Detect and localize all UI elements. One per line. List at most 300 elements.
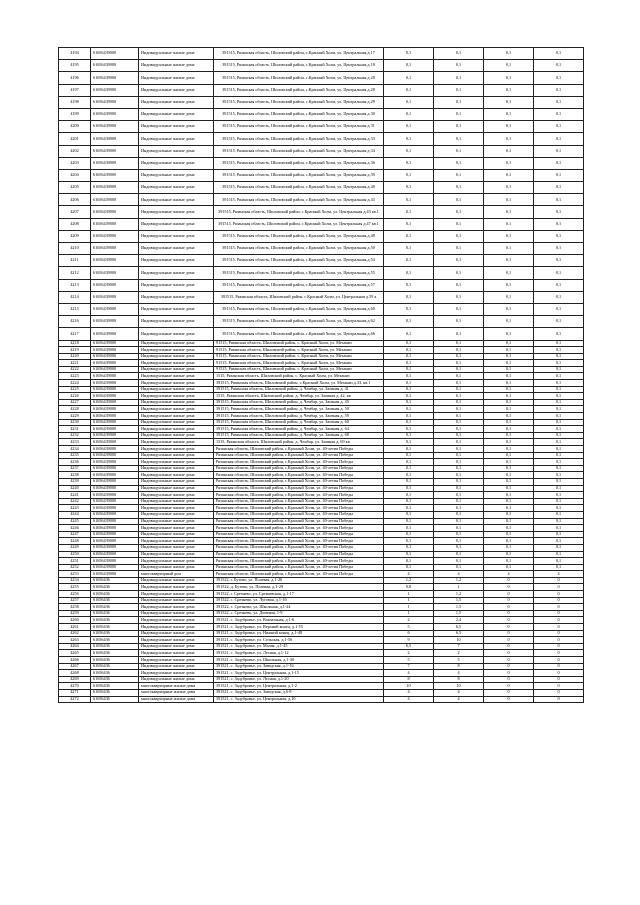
value-1-cell: 0,1 [384,96,434,108]
table-row [59,353,584,360]
value-2-cell: 0,1 [434,518,484,525]
table-row [59,340,584,347]
table-row [59,446,584,453]
building-type-cell: Индивидуальные жилые дома [139,485,214,492]
row-number-cell: 4264 [59,643,91,650]
building-type-cell: Индивидуальные жилые дома [139,84,214,96]
value-3-cell: 0 [484,670,534,677]
table-row [59,373,584,380]
row-number-cell: 4214 [59,291,91,303]
table-row [59,243,584,255]
value-4-cell: 0,1 [534,60,584,72]
oktmo-code-cell: 61656439000 [91,525,139,532]
value-3-cell: 0,1 [484,121,534,133]
value-4-cell: 0,1 [534,413,584,420]
table-row [59,432,584,439]
value-3-cell: 0,1 [484,206,534,218]
value-4-cell: 0 [534,683,584,690]
row-number-cell: 4252 [59,564,91,571]
oktmo-code-cell: 61656436 [91,683,139,690]
value-4-cell: 0,1 [534,96,584,108]
address-cell: Рязанская область, Шиловский район, с.Красный Холм, ул. 40-летия Победы [214,564,384,571]
value-3-cell: 0 [484,624,534,631]
building-type-cell: Индивидуальные жилые дома [139,133,214,145]
value-4-cell: 0,1 [534,406,584,413]
row-number-cell: 4220 [59,353,91,360]
row-number-cell: 4270 [59,683,91,690]
address-cell: 1515, Рязанская область, Шиловский район, д. Чембар, ул. Заовная д. 42, кв [214,393,384,400]
value-2-cell: 0,1 [434,380,484,387]
building-type-cell: Индивидуальные жилые дома [139,279,214,291]
address-cell: Рязанская область, Шиловский район, с.Красный Холм, ул. 40-летия Победы [214,518,384,525]
table-row [59,366,584,373]
address-cell: 391521, с. Задубровье, ул. Сельская, д.1-56 [214,637,384,644]
value-2-cell: 0,1 [434,182,484,194]
value-2-cell: 0,1 [434,459,484,466]
value-4-cell: 0,1 [534,478,584,485]
row-number-cell: 4269 [59,676,91,683]
row-number-cell: 4203 [59,157,91,169]
row-number-cell: 4245 [59,518,91,525]
row-number-cell: 4254 [59,577,91,584]
row-number-cell: 4223 [59,373,91,380]
building-type-cell: Индивидуальные жилые дома [139,472,214,479]
value-1-cell: 0,1 [384,478,434,485]
building-type-cell: Индивидуальные жилые дома [139,617,214,624]
value-1-cell: 0,1 [384,291,434,303]
value-1-cell: 0,1 [384,465,434,472]
value-4-cell: 0,1 [534,498,584,505]
value-4-cell: 0,1 [534,472,584,479]
value-1-cell: 0,1 [384,459,434,466]
value-2-cell: 2,4 [434,617,484,624]
value-1-cell: 0,1 [384,393,434,400]
value-2-cell: 0,1 [434,452,484,459]
table-row [59,604,584,611]
value-3-cell: 0 [484,610,534,617]
value-1-cell: 0,1 [384,413,434,420]
building-type-cell: Индивидуальные жилые дома [139,465,214,472]
value-1-cell: 0,1 [384,525,434,532]
row-number-cell: 4212 [59,267,91,279]
value-3-cell: 0,1 [484,544,534,551]
address-cell: 391515, Рязанская область, Шиловский район, с.Красный Холм, ул. Механиз.д.33, кв.1 [214,380,384,387]
value-3-cell: 0,1 [484,133,534,145]
value-3-cell: 0,1 [484,426,534,433]
value-1-cell: 0,1 [384,353,434,360]
value-1-cell: 0,1 [384,194,434,206]
value-2-cell: 1,5 [434,604,484,611]
value-4-cell: 0,1 [534,291,584,303]
value-4-cell: 0,1 [534,353,584,360]
value-4-cell: 0,1 [534,347,584,354]
value-2-cell: 0,1 [434,478,484,485]
building-type-cell: Индивидуальные жилые дома [139,505,214,512]
oktmo-code-cell: 61656436 [91,617,139,624]
address-cell: 391515, Рязанская область, Шиловский район, с.Красный Холм, ул. Центральная д.28 [214,84,384,96]
table-row [59,426,584,433]
value-4-cell: 0 [534,676,584,683]
building-type-cell: Индивидуальные жилые дома [139,194,214,206]
value-3-cell: 0,1 [484,182,534,194]
oktmo-code-cell: 61656439000 [91,133,139,145]
oktmo-code-cell: 61656439000 [91,538,139,545]
value-3-cell: 0,1 [484,485,534,492]
value-3-cell: 0,1 [484,347,534,354]
value-3-cell: 0,1 [484,96,534,108]
table-row [59,525,584,532]
oktmo-code-cell: 61656439000 [91,121,139,133]
table-row [59,485,584,492]
value-4-cell: 0 [534,591,584,598]
value-2-cell: 0,1 [434,121,484,133]
value-1-cell: 0,1 [384,498,434,505]
value-2-cell: 6,5 [434,630,484,637]
oktmo-code-cell: 61656439000 [91,157,139,169]
address-cell: 391515, Рязанская область, Шиловский район, с.Красный Холм, ул. Центральная д.43 [214,194,384,206]
value-3-cell: 0,1 [484,432,534,439]
address-cell: 391515, Рязанская область, Шиловский район, с.Красный Холм, ул. Центральная д.48 [214,230,384,242]
value-4-cell: 0,1 [534,182,584,194]
value-1-cell: 0,1 [384,218,434,230]
address-cell: Рязанская область, Шиловский район, с.Красный Холм, ул. 40-летия Победы [214,544,384,551]
row-number-cell: 4239 [59,478,91,485]
value-1-cell: 9 [384,637,434,644]
oktmo-code-cell: 61656436 [91,577,139,584]
row-number-cell: 4249 [59,544,91,551]
value-3-cell: 0,1 [484,230,534,242]
table-row [59,676,584,683]
value-3-cell: 0,1 [484,218,534,230]
value-2-cell: 0,1 [434,303,484,315]
table-row [59,96,584,108]
value-1-cell: 0,1 [384,492,434,499]
address-cell: Рязанская область, Шиловский район, с.Красный Холм, ул. 40-летия Победы [214,538,384,545]
value-4-cell: 0,1 [534,316,584,328]
table-row [59,60,584,72]
table-row [59,584,584,591]
table-row [59,531,584,538]
table-row [59,624,584,631]
value-3-cell: 0,1 [484,373,534,380]
row-number-cell: 4232 [59,432,91,439]
value-1-cell: 0,1 [384,373,434,380]
oktmo-code-cell: 61656439000 [91,459,139,466]
value-2-cell: 0,1 [434,72,484,84]
oktmo-code-cell: 61656439000 [91,291,139,303]
oktmo-code-cell: 61656439000 [91,413,139,420]
oktmo-code-cell: 61656439000 [91,84,139,96]
oktmo-code-cell: 61656436 [91,637,139,644]
table-row [59,558,584,565]
value-1-cell: 0,1 [384,366,434,373]
value-4-cell: 0,1 [534,279,584,291]
building-type-cell: Индивидуальные жилые дома [139,459,214,466]
value-1-cell: 0,1 [384,472,434,479]
value-4-cell: 0,1 [534,230,584,242]
value-4-cell: 0,1 [534,538,584,545]
value-1-cell: 1 [384,610,434,617]
value-2-cell: 0,1 [434,243,484,255]
building-type-cell: Индивидуальные жилые дома [139,360,214,367]
oktmo-code-cell: 61656439000 [91,472,139,479]
address-cell: 1515, Рязанская область, Шиловский район, с. Красный Холм, ул. Механиз [214,373,384,380]
value-3-cell: 0,1 [484,492,534,499]
table-row [59,291,584,303]
value-4-cell: 0,1 [534,465,584,472]
table-row [59,663,584,670]
address-cell: Рязанская область, Шиловский район, с.Красный Холм, ул. 40-летия Победы [214,498,384,505]
oktmo-code-cell: 61656436 [91,657,139,664]
value-4-cell: 0,1 [534,505,584,512]
value-1-cell: 0,1 [384,406,434,413]
value-4-cell: 0,1 [534,360,584,367]
value-1-cell: 0,1 [384,340,434,347]
value-2-cell: 0,1 [434,328,484,340]
oktmo-code-cell: 61656439000 [91,60,139,72]
value-4-cell: 0,1 [534,267,584,279]
value-3-cell: 0,1 [484,525,534,532]
value-2-cell: 0,1 [434,279,484,291]
row-number-cell: 4206 [59,194,91,206]
row-number-cell: 4258 [59,604,91,611]
oktmo-code-cell: 61656439000 [91,452,139,459]
oktmo-code-cell: 61656439000 [91,72,139,84]
row-number-cell: 4195 [59,60,91,72]
oktmo-code-cell: 61656439000 [91,446,139,453]
value-2-cell: 8 [434,663,484,670]
oktmo-code-cell: 61656439000 [91,206,139,218]
value-1-cell: 0,1 [384,360,434,367]
table-row [59,194,584,206]
row-number-cell: 4215 [59,303,91,315]
building-type-cell: Индивидуальные жилые дома [139,676,214,683]
value-1-cell: 0,1 [384,426,434,433]
building-type-cell: Индивидуальные жилые дома [139,650,214,657]
address-cell: Рязанская область, Шиловский район, с.Красный Холм, ул. 40-летия Победы [214,459,384,466]
row-number-cell: 4259 [59,610,91,617]
value-4-cell: 0 [534,643,584,650]
value-3-cell: 0 [484,663,534,670]
address-cell: 391515, Рязанская область, Шиловский район, с.Красный Холм, ул. Центральная д.39 [214,169,384,181]
oktmo-code-cell: 61656439000 [91,340,139,347]
value-2-cell: 0,1 [434,525,484,532]
table-row [59,133,584,145]
address-cell: 1515, Рязанская область, Шиловский район, д. Чембар, ул. Заовная д. 69 кв [214,439,384,446]
oktmo-code-cell: 61656439000 [91,432,139,439]
oktmo-code-cell: 61656439000 [91,551,139,558]
value-1-cell: 0,1 [384,511,434,518]
value-2-cell: 0,1 [434,564,484,571]
value-3-cell: 0 [484,577,534,584]
value-3-cell: 0 [484,591,534,598]
address-cell: Рязанская область, Шиловский район, с.Красный Холм, ул. 40-летия Победы [214,472,384,479]
value-1-cell: 0,1 [384,72,434,84]
value-4-cell: 0,1 [534,446,584,453]
value-4-cell: 0,1 [534,485,584,492]
value-2-cell: 0,1 [434,373,484,380]
building-type-cell: Индивидуальные жилые дома [139,206,214,218]
oktmo-code-cell: 61656439000 [91,558,139,565]
value-2-cell: 10 [434,637,484,644]
table-row [59,452,584,459]
address-cell: 391515, Рязанская область, Шиловский район, д. Чембар, ул. Заовная д. 60 [214,419,384,426]
building-type-cell: Индивидуальные жилые дома [139,452,214,459]
value-2-cell: 0,1 [434,169,484,181]
oktmo-code-cell: 61656439000 [91,230,139,242]
value-4-cell: 0 [534,624,584,631]
value-4-cell: 0,1 [534,426,584,433]
building-type-cell: Индивидуальные жилые дома [139,511,214,518]
value-2-cell: 0,1 [434,157,484,169]
value-3-cell: 0,1 [484,72,534,84]
value-2-cell: 6,5 [434,624,484,631]
building-type-cell: Индивидуальные жилые дома [139,591,214,598]
building-type-cell: Индивидуальные жилые дома [139,267,214,279]
oktmo-code-cell: 61656439000 [91,485,139,492]
value-4-cell: 0 [534,584,584,591]
address-cell: Рязанская область, Шиловский район, с.Красный Холм, ул. 40-летия Победы [214,485,384,492]
value-4-cell: 0,1 [534,206,584,218]
address-cell: 391522, с. Срезнево, ул. Доменая, 1-9 [214,610,384,617]
value-4-cell: 0,1 [534,169,584,181]
table-row [59,696,584,703]
value-1-cell: 0,1 [384,169,434,181]
oktmo-code-cell: 61656439000 [91,518,139,525]
value-2-cell: 0,1 [434,551,484,558]
value-3-cell: 0,1 [484,145,534,157]
oktmo-code-cell: 61656439000 [91,303,139,315]
row-number-cell: 4217 [59,328,91,340]
building-type-cell: Индивидуальные жилые дома [139,243,214,255]
value-3-cell: 0,1 [484,465,534,472]
building-type-cell: многоквартирные жилые дома [139,683,214,690]
row-number-cell: 4242 [59,498,91,505]
oktmo-code-cell: 61656436 [91,643,139,650]
row-number-cell: 4224 [59,380,91,387]
table-row [59,230,584,242]
table-row [59,472,584,479]
table-row [59,108,584,120]
value-1-cell: 6,5 [384,643,434,650]
table-row [59,206,584,218]
value-4-cell: 0,1 [534,439,584,446]
row-number-cell: 4229 [59,413,91,420]
value-4-cell: 0,1 [534,157,584,169]
address-cell: 391515, Рязанская область, Шиловский район, с.Красный Холм, ул. Центральная д.62 [214,316,384,328]
value-2-cell: 0,1 [434,60,484,72]
table-row [59,48,584,60]
address-cell: 391522, г. Срезнево, ул. Срезневская, д.1-17 [214,591,384,598]
value-4-cell: 0 [534,696,584,703]
value-2-cell: 0,1 [434,291,484,303]
table-row [59,145,584,157]
value-2-cell: 0,1 [434,84,484,96]
oktmo-code-cell: 61656439000 [91,426,139,433]
address-cell: 91515, Рязанская область, Шиловский район, с. Красный Холм, ул. Механиз [214,353,384,360]
value-1-cell: 4 [384,571,434,578]
value-3-cell: 0,1 [484,419,534,426]
address-cell: 391521, с. Задубровье, ул. Школьная, д.1-30 [214,657,384,664]
value-3-cell: 0,1 [484,243,534,255]
oktmo-code-cell: 61656436 [91,630,139,637]
value-1-cell: 0,8 [384,584,434,591]
address-cell: 391515, Рязанская область, Шиловский район, с.Красный Холм, ул. Центральная д.36 [214,157,384,169]
row-number-cell: 4247 [59,531,91,538]
value-1-cell: 1 [384,591,434,598]
building-type-cell: Индивидуальные жилые дома [139,478,214,485]
row-number-cell: 4210 [59,243,91,255]
row-number-cell: 4221 [59,360,91,367]
building-type-cell: Индивидуальные жилые дома [139,577,214,584]
value-2-cell: 10 [434,683,484,690]
address-cell: 391521, с. Задубровье, ул. Малая, д.1-45 [214,643,384,650]
address-cell: Рязанская область, Шиловский район, с.Красный Холм, ул. 40-летия Победы [214,452,384,459]
table-row [59,406,584,413]
value-4-cell: 0 [534,670,584,677]
value-4-cell: 0,1 [534,121,584,133]
value-2-cell: 0,1 [434,267,484,279]
address-cell: 391515, Рязанская область, Шиловский район, д. Чембар, ул. Заовная д. 68 [214,432,384,439]
address-cell: 391515, Рязанская область, Шиловский район, д. Чембар, ул. Заовная д. 50 [214,406,384,413]
value-2-cell: 0,1 [434,48,484,60]
value-4-cell: 0 [534,663,584,670]
value-2-cell: 0,1 [434,360,484,367]
value-4-cell: 4 [534,571,584,578]
value-1-cell: 1 [384,604,434,611]
value-3-cell: 0,1 [484,316,534,328]
value-3-cell: 0,1 [484,386,534,393]
value-2-cell: 0,1 [434,340,484,347]
value-2-cell: 0,1 [434,353,484,360]
table-row [59,84,584,96]
table-row [59,538,584,545]
row-number-cell: 4218 [59,340,91,347]
value-3-cell: 0,1 [484,478,534,485]
address-cell: 391515, Рязанская область, Шиловский район, с.Красный Холм, ул. Центральная д.54 [214,255,384,267]
address-cell: Рязанская область, Шиловский район, с.Красный Холм, ул. 40-летия Победы [214,478,384,485]
value-1-cell: 0,1 [384,452,434,459]
value-2-cell: 0,1 [434,347,484,354]
address-cell: 391515, Рязанская область, Шиловский район, д. Чембар, ул. Заовная д. 41 [214,386,384,393]
building-type-cell: многоквартирные жилые дома [139,696,214,703]
address-cell: 391521, с. Задубровье, ул. Верхний конец, д.1-55 [214,624,384,631]
oktmo-code-cell: 61656436 [91,610,139,617]
oktmo-code-cell: 61656439000 [91,498,139,505]
value-4-cell: 0,1 [534,194,584,206]
oktmo-code-cell: 61656439000 [91,316,139,328]
address-cell: 91515, Рязанская область, Шиловский район, с. Красный Холм, ул. Механиз [214,347,384,354]
value-4-cell: 0,1 [534,380,584,387]
building-type-cell: Индивидуальные жилые дома [139,525,214,532]
address-cell: 391515, Рязанская область, Шиловский район, с.Красный Холм, ул. Центральная д.59 а [214,291,384,303]
address-cell: 391515, Рязанская область, Шиловский район, д. Чембар, ул. Заовная д. 64 [214,426,384,433]
building-type-cell: Индивидуальные жилые дома [139,366,214,373]
row-number-cell: 4246 [59,525,91,532]
oktmo-code-cell: 61656436 [91,650,139,657]
row-number-cell: 4244 [59,511,91,518]
building-type-cell: Индивидуальные жилые дома [139,439,214,446]
value-4-cell: 0,1 [534,511,584,518]
row-number-cell: 4257 [59,597,91,604]
value-3-cell: 0 [484,650,534,657]
building-type-cell: Индивидуальные жилые дома [139,643,214,650]
building-type-cell: Индивидуальные жилые дома [139,373,214,380]
building-type-cell: Индивидуальные жилые дома [139,399,214,406]
row-number-cell: 4235 [59,452,91,459]
value-2-cell: 0,1 [434,492,484,499]
value-3-cell: 0,1 [484,399,534,406]
